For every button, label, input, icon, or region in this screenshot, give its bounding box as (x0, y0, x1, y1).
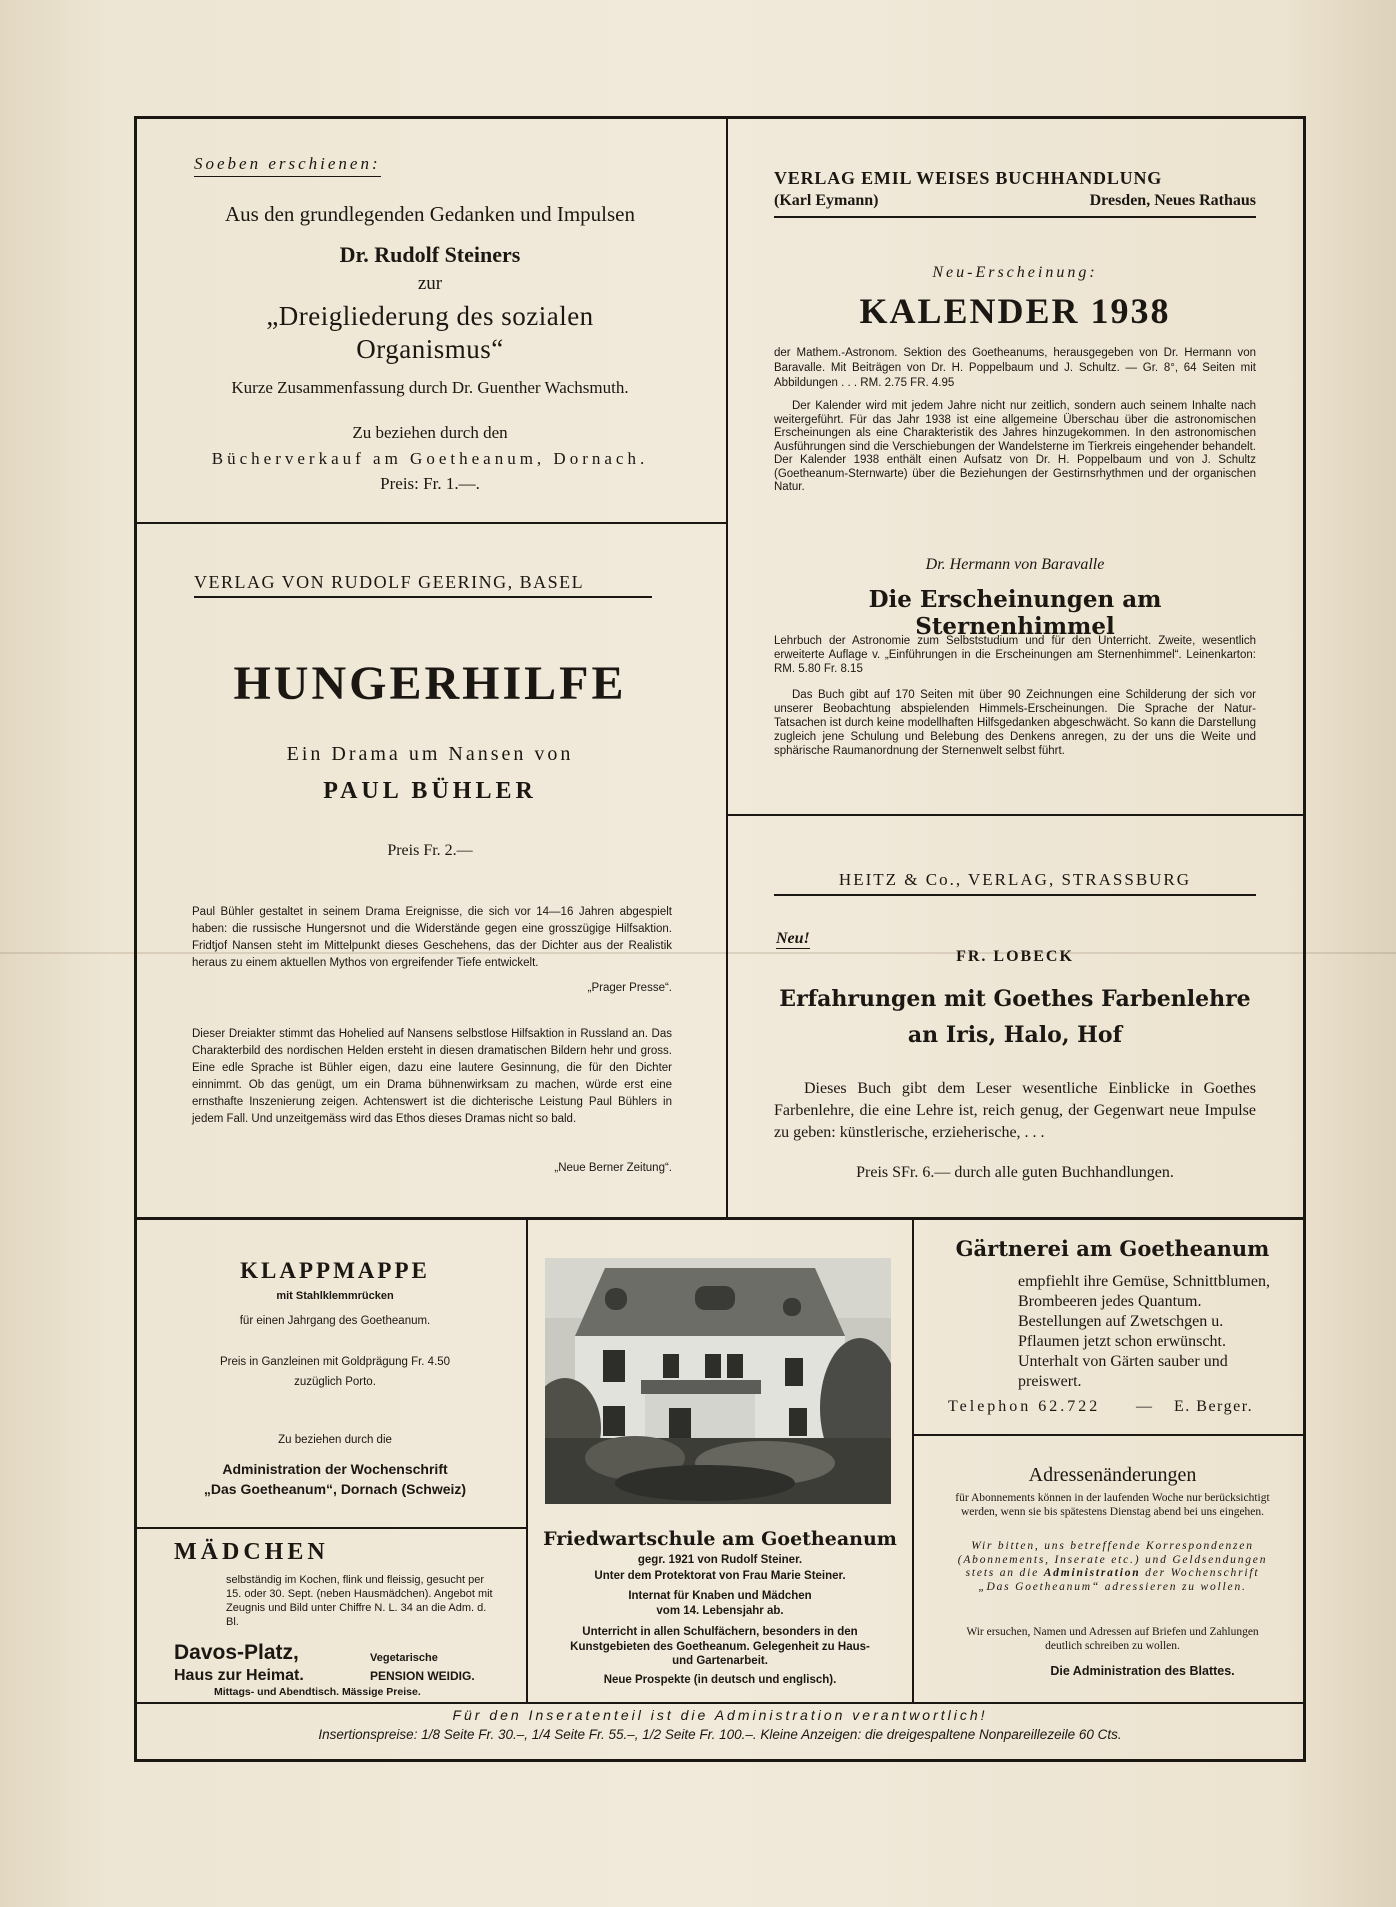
ad-adressen-p2-c: der Wochenschrift „Das Goetheanum“ adressieren zu wollen. (978, 1567, 1260, 1593)
ad-davos (150, 1640, 520, 1702)
ad-subtitle: Kurze Zusammenfassung durch Dr. Guenther Wachsmuth. (231, 378, 629, 397)
ad-davos-place: Davos-Platz, (174, 1641, 299, 1664)
ad-klappmappe-for: für einen Jahrgang des Goetheanum. (239, 1315, 431, 1327)
ad-friedwart-internat-2: vom 14. Lebensjahr ab. (656, 1605, 784, 1617)
vertical-divider-top (726, 116, 728, 1218)
ad-publisher-owner: (Karl Eymann) (774, 192, 879, 209)
ad-farbenlehre-price: Preis SFr. 6.— durch alle guten Buchhandlungen. (856, 1164, 1174, 1181)
ad-friedwart-internat-1: Internat für Knaben und Mädchen (628, 1590, 812, 1602)
ad-klappmappe-admin-2: „Das Goetheanum“, Dornach (Schweiz) (203, 1481, 467, 1497)
ad-friedwart-body: Unterricht in allen Schulfächern, besonders in den Kunstgebieten des Goetheanum. Gelegenheit zu Haus- und Gartenarbeit. (570, 1626, 870, 1667)
ad-seller: Bücherverkauf am Goetheanum, Dornach. (211, 449, 649, 468)
ad-adressen-sign: Die Administration des Blattes. (1050, 1664, 1235, 1678)
vertical-divider-bottom-right (912, 1218, 914, 1702)
ad-publisher: VERLAG EMIL WEISES BUCHHANDLUNG (774, 168, 1163, 188)
ad-sternenhimmel (770, 550, 1260, 800)
ad-adressen-p3: Wir ersuchen, Namen und Adressen auf Briefen und Zahlungen deutlich schreiben zu wollen. (966, 1626, 1259, 1652)
ad-title-hungerhilfe: HUNGERHILFE (233, 657, 627, 710)
ad-dreigliederung (180, 140, 680, 510)
ad-author-baravalle: Dr. Hermann von Baravalle (925, 556, 1105, 573)
ad-title-adressen: Adressenänderungen (1028, 1464, 1197, 1486)
ad-price-buehler: Preis Fr. 2.— (387, 842, 473, 859)
footer-prices: Insertionspreise: 1/8 Seite Fr. 30.–, 1/4 Seite Fr. 55.–, 1/2 Seite Fr. 100.–. Kleine Anzeigen: die dreigespaltene Nonpareillezeile 60 Cts. (318, 1727, 1122, 1742)
underline (774, 894, 1256, 896)
ad-gaertnerei-phone: Telephon 62.722 (948, 1398, 1101, 1415)
ad-gaertnerei-body: empfiehlt ihre Gemüse, Schnittblumen, Brombeeren jedes Quantum. Bestellungen auf Zwetschgen u. Pflaumen jetzt schon erwünscht. Unterhalt von Gärten sauber und preiswert. (1018, 1273, 1270, 1390)
ad-sternenhimmel-body: Das Buch gibt auf 170 Seiten mit über 90 Zeichnungen eine Schilderung der sich vor unserer Beobachtung abspielenden Himmels-Erscheinungen. Die Sprache der Natur-Tatsachen ist durch keine modellhaften Hilfsgedanken abgeschwächt. So kann die Darstellung zugleich jene Schulung und Belebung des Denkens anregen, zu der uns die Weite und sphärische Raumanordnung der Sternenwelt selbst führt. (774, 689, 1256, 757)
ad-via: Zu beziehen durch den (352, 423, 508, 442)
school-building-image (545, 1258, 891, 1504)
friedwartschule-photo (545, 1258, 891, 1504)
ad-subtitle-drama: Ein Drama um Nansen von (286, 743, 574, 765)
ad-review-1: Paul Bühler gestaltet in seinem Drama Ereignisse, die sich vor 14—16 Jahren abgespielt haben: die russische Hungersnot und die Widerstände gegen eine grosszügige Hilfsaktion. Fridtjof Nansen steht im Mittelpunkt dieses Geschehens, das der Dichter aus der Realistik heraus zu einem aktuellen Mythos von ergreifender Tiefe entwickelt. (192, 906, 672, 969)
ad-friedwart-prospect: Neue Prospekte (in deutsch und englisch). (603, 1674, 837, 1686)
ad-davos-name: Haus zur Heimat. (174, 1667, 304, 1684)
divider-right-1 (727, 814, 1306, 816)
ad-klappmappe-via: Zu beziehen durch die (278, 1434, 392, 1446)
ad-author-name: Dr. Rudolf Steiners (339, 242, 521, 267)
ad-adressen-p2 (950, 1540, 1275, 1594)
underline (774, 216, 1256, 218)
ad-review-2-source: „Neue Berner Zeitung“. (554, 1162, 672, 1174)
ad-intro-line: Aus den grundlegenden Gedanken und Impulsen (225, 202, 635, 226)
ad-title-farbenlehre-2: an Iris, Halo, Hof (907, 1022, 1123, 1048)
ad-klappmappe-admin-1: Administration der Wochenschrift (222, 1461, 448, 1477)
ad-farbenlehre-body: Dieses Buch gibt dem Leser wesentliche Einblicke in Goethes Farbenlehre, die eine Lehre ist, reich genug, der Gegenwart neue Impulse zu geben: künstlerische, erzieherische, . . . (774, 1080, 1256, 1141)
ad-davos-pension: PENSION WEIDIG. (370, 1669, 475, 1683)
ad-adressenaenderungen (930, 1446, 1295, 1696)
ad-maedchen-body: selbständig im Kochen, flink und fleissig, gesucht per 15. oder 30. Sept. (neben Hausmädchen). Angebot mit Zeugnis und Bild unter Chiffre N. L. 34 an die Adm. d. Bl. (226, 1574, 493, 1628)
underline (194, 596, 652, 598)
ad-label-neu: Neu-Erscheinung: (932, 264, 1098, 281)
ad-publisher-heitz: HEITZ & Co., VERLAG, STRASSBURG (838, 870, 1192, 889)
ad-adressen-p1: für Abonnements können in der laufenden Woche nur berücksichtigt werden, wenn sie bis spätestens Dienstag abend bei uns eingehen. (955, 1492, 1270, 1518)
ad-title-friedwartschule: Friedwartschule am Goetheanum (543, 1528, 897, 1550)
ad-label-soeben: Soeben erschienen: (194, 154, 381, 177)
ad-review-2: Dieser Dreiakter stimmt das Hohelied auf Nansens selbstlose Hilfsaktion in Russland an. Das Charakterbild des nordischen Helden ersteht in diesen dramatischen Bildern hehr und gross. Eine edle Sprache ist Bühler eigen, dazu eine lautere Gesinnung, die für den Dichter einnimmt. Ob das genügt, um ein Drama bühnenwirksam zu machen, würde erst eine ernsthafte Inszenierung zeigen. Achtenswert ist die dichterische Leistung Paul Bühlers in jedem Fall. Und unzeitgemäss wird das Ethos dieses Dramas nicht so bald. (192, 1028, 672, 1125)
ad-friedwart-protect: Unter dem Protektorat von Frau Marie Steiner. (594, 1570, 846, 1582)
footer-bottom-line (134, 1759, 1306, 1762)
ad-klappmappe-sub: mit Stahlklemmrücken (276, 1290, 394, 1302)
ad-title-maedchen: MÄDCHEN (174, 1539, 329, 1565)
ad-review-1-source: „Prager Presse“. (587, 982, 672, 994)
ad-title-farbenlehre-1: Erfahrungen mit Goethes Farbenlehre (779, 986, 1251, 1012)
ad-title-kalender: KALENDER 1938 (859, 291, 1171, 331)
ad-title-sternenhimmel: Die Erscheinungen am Sternenhimmel (868, 586, 1162, 640)
divider-footer (134, 1702, 1306, 1704)
ad-friedwartschule (536, 1510, 904, 1700)
ad-author-lobeck: FR. LOBECK (956, 948, 1074, 965)
ad-kalender (770, 160, 1260, 520)
vertical-divider-bottom-left (526, 1218, 528, 1702)
ad-adressen-p2-admin: Administration (1043, 1567, 1141, 1579)
ad-maedchen (150, 1535, 520, 1635)
ad-hungerhilfe (180, 560, 680, 1190)
ad-title-gaertnerei: Gärtnerei am Goetheanum (955, 1236, 1270, 1261)
ad-book-title: „Dreigliederung des sozialen Organismus“ (266, 301, 594, 364)
ad-author-buehler: PAUL BÜHLER (323, 778, 537, 804)
ad-new-badge: Neu! (776, 930, 810, 947)
divider-left-1 (134, 522, 727, 524)
ad-publisher-geering: VERLAG VON RUDOLF GEERING, BASEL (194, 572, 585, 592)
divider-bottom-right (913, 1434, 1306, 1436)
ad-publisher-place: Dresden, Neues Rathaus (1089, 192, 1256, 209)
ad-klappmappe-price: Preis in Ganzleinen mit Goldprägung Fr. 4.50 (219, 1356, 451, 1368)
ad-adressen-p2-a: Wir bitten, uns betreffende Korrespondenzen (Abonnements, Inserate etc.) und Geldsendungen stets an die (957, 1540, 1268, 1579)
ad-price: Preis: Fr. 1.—. (380, 474, 480, 493)
ad-farbenlehre (770, 860, 1260, 1200)
ad-title-klappmappe: KLAPPMAPPE (240, 1258, 430, 1283)
ad-kalender-body: Der Kalender wird mit jedem Jahre nicht nur zeitlich, sondern auch seinem Inhalte nach weitergeführt. Für das Jahr 1938 ist eine allgemeine Überschau über die astronomischen Erscheinungen als eine Charakteristik des Jahres hinzugekommen. In den astronomischen Ausführungen sind die Verschiebungen der Wandelsterne im Tierkreis eingehender behandelt. Der Kalender 1938 enthält einen Aufsatz von Dr. H. Poppelbaum und von J. Schultz (Goetheanum-Sternwarte) über die Beziehungen der Gestirnsrhythmen und der organischen Natur. (774, 400, 1256, 493)
ad-davos-meals: Mittags- und Abendtisch. Mässige Preise. (214, 1686, 421, 1698)
ad-kalender-intro: der Mathem.-Astronom. Sektion des Goetheanums, herausgegeben von Dr. Hermann von Baravalle. Mit Beiträgen von Dr. H. Poppelbaum und J. Schultz. — Gr. 8°, 64 Seiten mit Abbildungen . . . RM. 2.75 FR. 4.95 (774, 347, 1256, 389)
ad-davos-veg: Vegetarische (370, 1652, 438, 1664)
divider-full (134, 1217, 1306, 1220)
ad-friedwart-founded: gegr. 1921 von Rudolf Steiner. (637, 1554, 803, 1566)
footer-responsibility: Für den Inseratenteil ist die Administration verantwortlich! (452, 1707, 988, 1723)
ad-gaertnerei (930, 1236, 1295, 1426)
ad-gaertnerei-owner: E. Berger. (1174, 1398, 1254, 1415)
divider-bottom-left (134, 1527, 527, 1529)
ad-gaertnerei-dash: — (1136, 1398, 1152, 1415)
ad-klappmappe-porto: zuzüglich Porto. (294, 1376, 376, 1388)
ad-sternenhimmel-intro: Lehrbuch der Astronomie zum Selbststudium und für den Unterricht. Zweite, wesentlich erweiterte Auflage v. „Einführungen in die Erscheinungen am Sternenhimmel“. Leinenkarton: RM. 5.80 Fr. 8.15 (774, 635, 1256, 675)
ad-zur: zur (417, 273, 443, 294)
ad-klappmappe (150, 1238, 520, 1523)
